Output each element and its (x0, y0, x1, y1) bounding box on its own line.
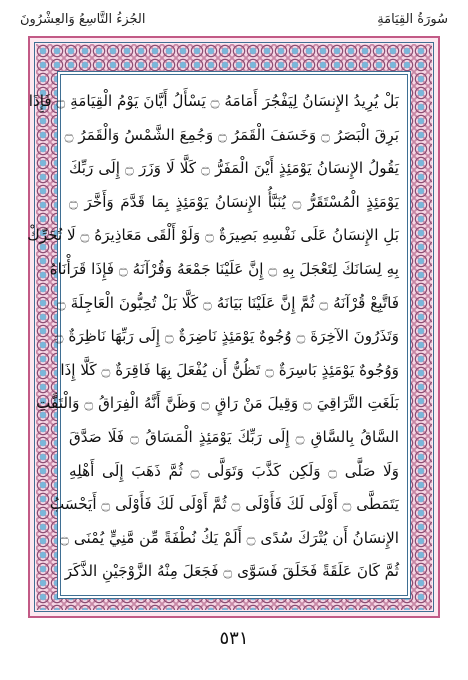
verse-line: فَاتَّبِعْ قُرْآنَهُ ۝ ثُمَّ إِنَّ عَلَيْنَا بَيَانَهُ ۝ كَلَّا بَلْ تُحِبُّونَ الْعَاجِلَةَ ۝ (56, 293, 399, 312)
juz-title: الجُزءُ التَّاسِعُ وَالعِشْرُونَ (20, 12, 146, 27)
text-panel (27, 74, 408, 596)
surah-title: سُورَةُ القِيَامَةِ (377, 12, 448, 27)
verse-line: وَوُجُوهٌ يَوْمَئِذٍ بَاسِرَةٌ ۝ تَظُنُّ أَن يُفْعَلَ بِهَا فَاقِرَةٌ ۝ كَلَّا إِذَا (60, 360, 399, 379)
verse-line: الإِنسَانُ أَن يُتْرَكَ سُدًى ۝ أَلَمْ يَكُ نُطْفَةً مِّن مَّنِيٍّ يُمْنَى ۝ (60, 528, 399, 547)
verse-lines (27, 75, 407, 595)
verse-line: بَلَغَتِ التَّرَاقِيَ ۝ وَقِيلَ مَنْ رَاقٍ ۝ وَظَنَّ أَنَّهُ الْفِرَاقُ ۝ وَالْتَفَّتِ (36, 394, 399, 413)
verse-line: وَتَذَرُونَ الآخِرَةَ ۝ وُجُوهٌ يَوْمَئِذٍ نَاضِرَةٌ ۝ إِلَى رَبِّهَا نَاظِرَةٌ ۝ (54, 327, 399, 346)
verse-line: بَلِ الإِنسَانُ عَلَى نَفْسِهِ بَصِيرَةٌ ۝ وَلَوْ أَلْقَى مَعَاذِيرَهُ ۝ لَا تُحَرِّكْ (27, 226, 399, 245)
page-header (14, 6, 454, 36)
verse-line: يَقُولُ الإِنسَانُ يَوْمَئِذٍ أَيْنَ الْمَفَرُّ ۝ كَلَّا لَا وَزَرَ ۝ إِلَى رَبِّكَ (69, 159, 399, 178)
verse-line: يَوْمَئِذٍ الْمُسْتَقَرُّ ۝ يُنَبَّأُ الإِنسَانُ يَوْمَئِذٍ بِمَا قَدَّمَ وَأَخَّرَ ۝ (69, 192, 399, 211)
verse-line: السَّاقُ بِالسَّاقِ ۝ إِلَى رَبِّكَ يَوْمَئِذٍ الْمَسَاقُ ۝ فَلَا صَدَّقَ (69, 427, 399, 446)
verse-line: بَرِقَ الْبَصَرُ ۝ وَخَسَفَ الْقَمَرُ ۝ وَجُمِعَ الشَّمْسُ وَالْقَمَرُ ۝ (64, 125, 399, 144)
verse-line: يَتَمَطَّى ۝ أَوْلَى لَكَ فَأَوْلَى ۝ ثُمَّ أَوْلَى لَكَ فَأَوْلَى ۝ أَيَحْسَبُ (49, 495, 399, 514)
page-number: ٥٣١ (219, 628, 249, 649)
verse-line: وَلَا صَلَّى ۝ وَلَكِن كَذَّبَ وَتَوَلَّى ۝ ثُمَّ ذَهَبَ إِلَى أَهْلِهِ (69, 461, 399, 480)
verse-line: بَلْ يُرِيدُ الإِنسَانُ لِيَفْجُرَ أَمَامَهُ ۝ يَسْأَلُ أَيَّانَ يَوْمُ الْقِيَامَةِ ۝ فَإِذَا (28, 92, 399, 110)
verse-line: بِهِ لِسَانَكَ لِتَعْجَلَ بِهِ ۝ إِنَّ عَلَيْنَا جَمْعَهُ وَقُرْآنَهُ ۝ فَإِذَا قَرَأْنَاهُ (49, 259, 399, 278)
verse-line: ثُمَّ كَانَ عَلَقَةً فَخَلَقَ فَسَوَّى ۝ فَجَعَلَ مِنْهُ الزَّوْجَيْنِ الذَّكَرَ (64, 562, 399, 581)
